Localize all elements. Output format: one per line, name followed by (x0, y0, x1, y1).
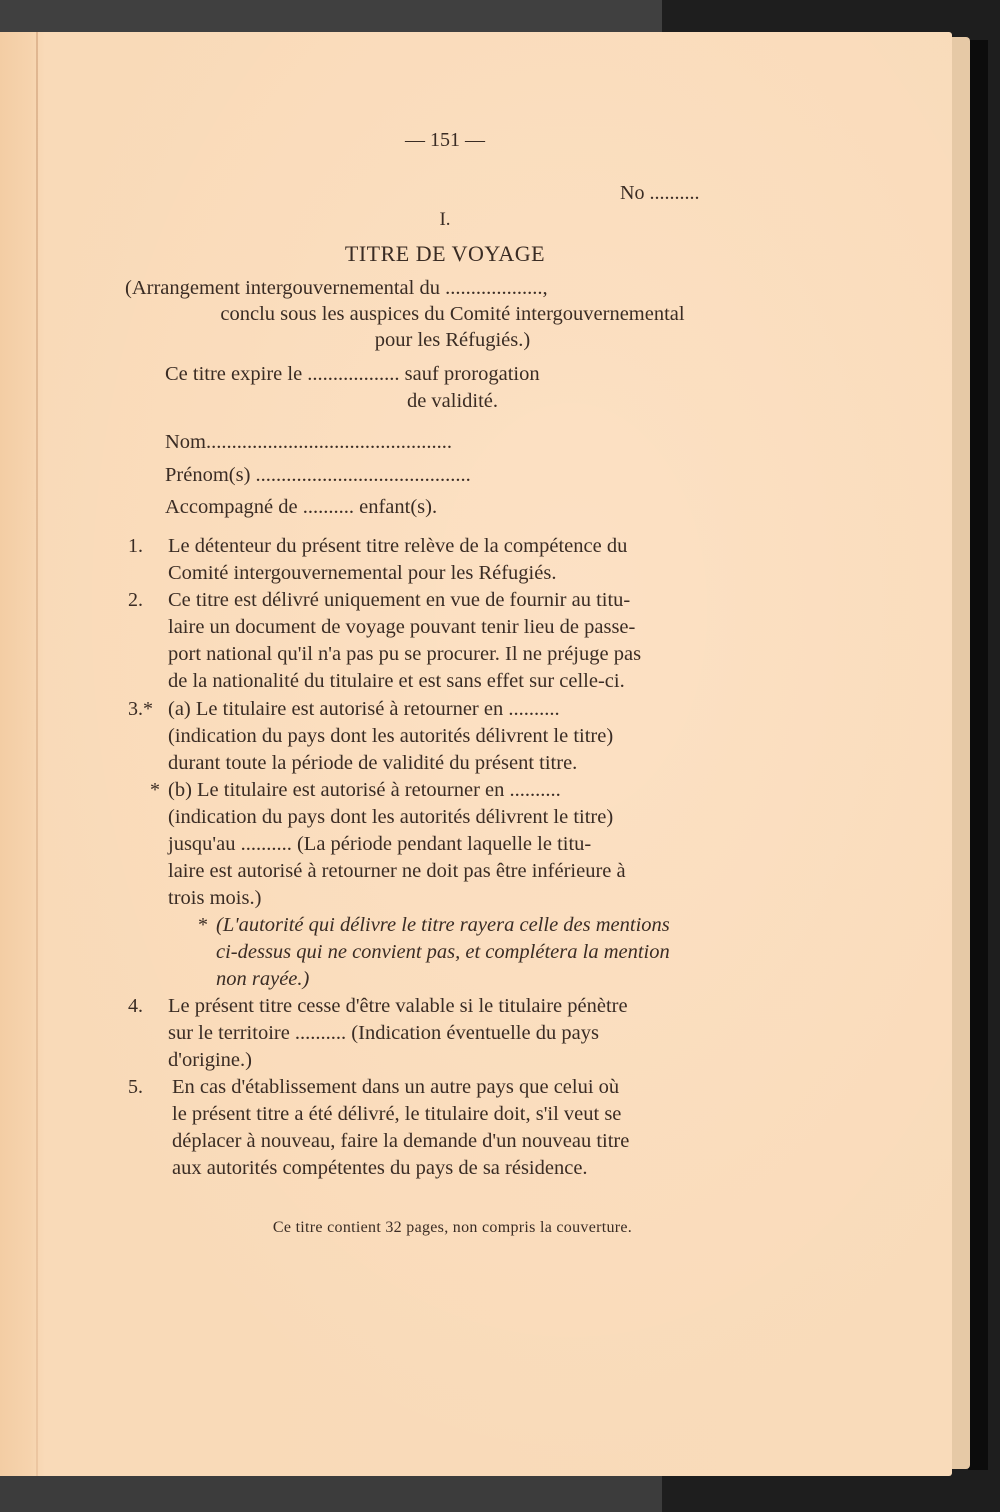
section-number: I. (439, 209, 451, 230)
note-line: ci-dessus qui ne convient pas, et complétera la mention (216, 941, 670, 963)
clause-4-line: Le présent titre cesse d'être valable si le titulaire pénètre (168, 995, 628, 1017)
first-name-field: Prénom(s) .......................................... (165, 464, 471, 486)
clause-3a-line: durant toute la période de validité du présent titre. (168, 752, 578, 774)
clause-3b-marker: * (150, 779, 160, 801)
clause-2-line: de la nationalité du titulaire et est sans effet sur celle-ci. (168, 670, 625, 692)
note-marker: * (198, 914, 208, 936)
book-edge-shadow (968, 40, 988, 1470)
clause-3a-line: (indication du pays dont les autorités délivrent le titre) (168, 725, 614, 747)
clause-2-line: laire un document de voyage pouvant tenir lieu de passe- (168, 616, 636, 638)
note-line: (L'autorité qui délivre le titre rayera celle des mentions (216, 914, 670, 936)
note-line: non rayée.) (216, 968, 310, 990)
clause-5-line: déplacer à nouveau, faire la demande d'un nouveau titre (172, 1130, 630, 1152)
clause-3b-line: trois mois.) (168, 887, 262, 909)
clause-1-number: 1. (128, 535, 143, 557)
footer-note: Ce titre contient 32 pages, non compris la couverture. (272, 1219, 633, 1236)
subtitle-line-1: (Arrangement intergouvernemental du ..................., (125, 277, 548, 299)
expiry-line-2: de validité. (406, 390, 499, 412)
document-title: TITRE DE VOYAGE (344, 241, 546, 266)
clause-5-line: le présent titre a été délivré, le titulaire doit, s'il veut se (172, 1103, 622, 1125)
clause-3b-line: laire est autorisé à retourner ne doit pas être inférieure à (168, 860, 626, 882)
clause-4-line: d'origine.) (168, 1049, 252, 1071)
clause-2-line: Ce titre est délivré uniquement en vue de fournir au titu- (168, 589, 631, 611)
clause-5-number: 5. (128, 1076, 143, 1098)
name-field: Nom................................................ (165, 431, 452, 453)
clause-3a-line: (a) Le titulaire est autorisé à retourner en .......... (168, 698, 560, 720)
clause-1-line: Le détenteur du présent titre relève de la compétence du (168, 535, 628, 557)
page-gutter (36, 32, 38, 1476)
clause-5-line: aux autorités compétentes du pays de sa résidence. (172, 1157, 588, 1179)
expiry-line-1: Ce titre expire le .................. sauf prorogation (165, 363, 540, 385)
clause-3b-line: jusqu'au .......... (La période pendant laquelle le titu- (168, 833, 592, 855)
children-field: Accompagné de .......... enfant(s). (165, 496, 438, 518)
clause-2-number: 2. (128, 589, 143, 611)
subtitle-line-3: pour les Réfugiés.) (374, 329, 531, 351)
document-number-field: No .......... (620, 182, 700, 204)
clause-3a-number: 3.* (128, 698, 153, 720)
clause-3b-line: (indication du pays dont les autorités délivrent le titre) (168, 806, 614, 828)
clause-4-line: sur le territoire .......... (Indication éventuelle du pays (168, 1022, 599, 1044)
page-number: — 151 — (405, 129, 485, 151)
clause-5-line: En cas d'établissement dans un autre pays que celui où (172, 1076, 620, 1098)
subtitle-line-2: conclu sous les auspices du Comité intergouvernemental (220, 303, 685, 325)
clause-4-number: 4. (128, 995, 143, 1017)
clause-1-line: Comité intergouvernemental pour les Réfugiés. (168, 562, 557, 584)
book-page-edges (950, 37, 970, 1469)
clause-2-line: port national qu'il n'a pas pu se procurer. Il ne préjuge pas (168, 643, 642, 665)
clause-3b-line: (b) Le titulaire est autorisé à retourner en .......... (168, 779, 561, 801)
